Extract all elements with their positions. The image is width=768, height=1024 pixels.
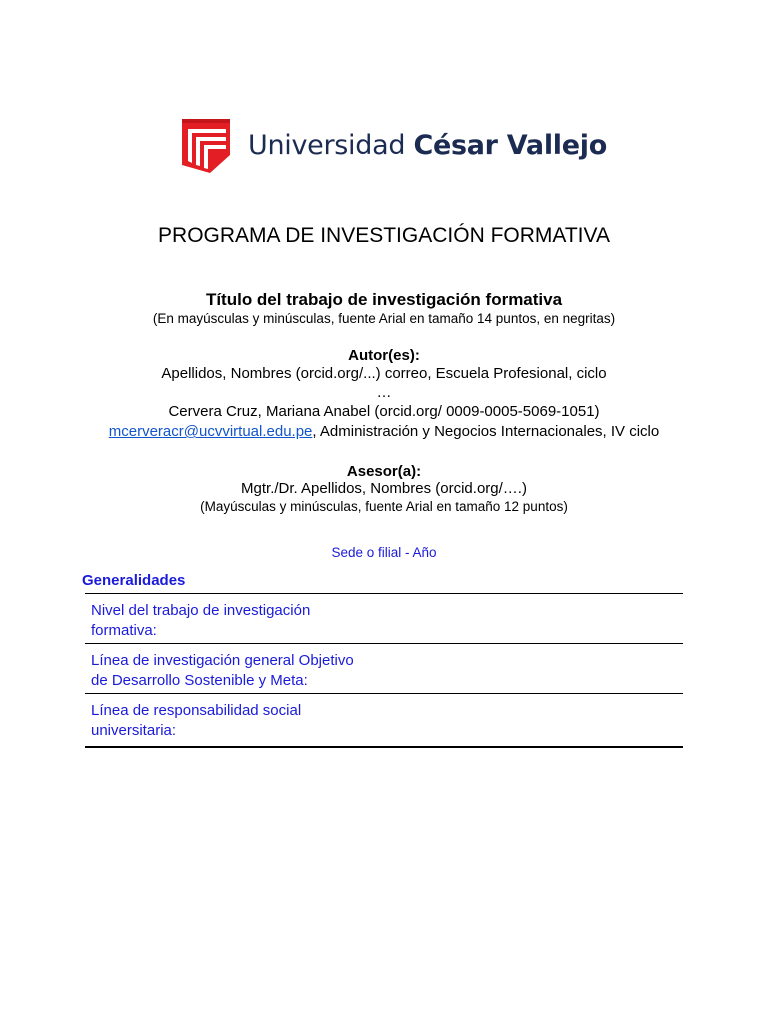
table-row [85,694,683,746]
row-label: Nivel del trabajo de investigación formativa: [91,602,311,639]
author-line: Cervera Cruz, Mariana Anabel (orcid.org/ 0009-0005-5069-1051) [168,403,600,420]
work-title: Título del trabajo de investigación formativa [205,290,563,309]
author-email-link[interactable]: mcerveracr@ucvvirtual.edu.pe [108,423,313,440]
author-email-suffix: , Administración y Negocios Internacionales, IV ciclo [312,423,660,440]
table-row [85,644,683,694]
title-note: (En mayúsculas y minúsculas, fuente Arial en tamaño 14 puntos, en negritas) [152,311,616,326]
row-label: Línea de responsabilidad social universitaria: [91,702,302,739]
ucv-shield-icon [182,117,230,173]
table-row [85,594,683,644]
university-logo [182,117,607,173]
generalidades-title: Generalidades [82,572,186,589]
authors-heading: Autor(es): [348,347,420,364]
generalidades-table [85,593,683,748]
authors-ellipsis: … [376,384,392,401]
sede-year: Sede o filial - Año [331,545,437,560]
advisor-line: Mgtr./Dr. Apellidos, Nombres (orcid.org/….) [241,480,527,497]
author-contact [0,423,768,440]
university-name: Universidad César Vallejo [248,129,607,161]
program-title: PROGRAMA DE INVESTIGACIÓN FORMATIVA [158,224,610,247]
row-label: Línea de investigación general Objetivo de Desarrollo Sostenible y Meta: [91,652,354,689]
advisor-heading: Asesor(a): [346,463,422,480]
authors-template-line: Apellidos, Nombres (orcid.org/...) correo, Escuela Profesional, ciclo [161,365,607,382]
advisor-note: (Mayúsculas y minúsculas, fuente Arial en tamaño 12 puntos) [200,499,568,514]
